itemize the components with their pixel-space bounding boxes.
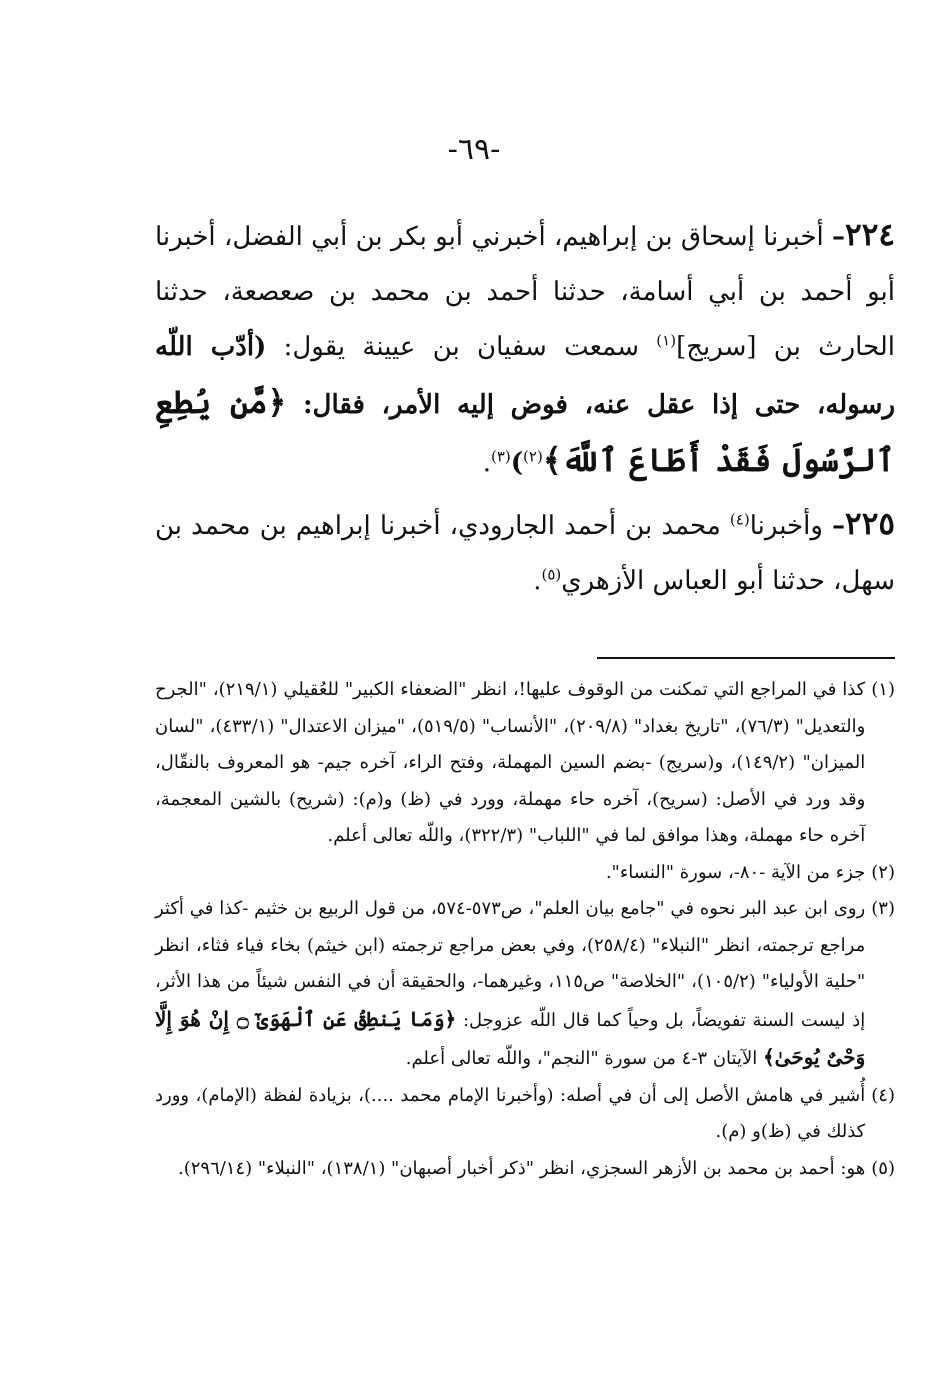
footnote-label: (١) — [871, 679, 895, 700]
footnote-ref: (١) — [656, 331, 677, 350]
footnote-text: هو: أحمد بن محمد بن الأزهر السجزي، انظر "ذكر أخبار أصبهان" (١٣٨/١)، "النبلاء" (٢٩٦/١٤). — [177, 1157, 866, 1179]
footnote-5 — [155, 1151, 895, 1188]
footnote-label: (٤) — [871, 1084, 895, 1106]
period: . — [533, 566, 542, 596]
footnote-4 — [155, 1078, 895, 1151]
footnote-label: (٢) — [871, 861, 895, 883]
footnote-text: روى ابن عبد البر نحوه في "جامع بيان العلم"، ص٥٧٣-٥٧٤، من قول الربيع بن خثيم -كذا في أكثر مراجع ترجمته، انظر "النبلاء" (٢٥٨/٤)، وفي بعض مراجع ترجمته (ابن خيثم) بخاء فياء فثاء، انظر "حلية الأولياء" (١٠٥/٢)، "الخلاصة" ص١١٥، وغيرهما-، والحقيقة أن في النفس شيئاً من هذا الأثر، إذ ليست السنة تفويضاً، بل وحياً كما قال اللّه عزوجل: — [155, 898, 866, 1031]
hadith-entry — [155, 497, 895, 609]
footnotes — [155, 672, 895, 1187]
footnote-ref: (٥) — [541, 565, 562, 584]
footnote-separator — [597, 657, 895, 659]
footnote-3 — [155, 891, 895, 1078]
hadith-dash: – — [832, 222, 846, 252]
footnote-ref: (٢) — [523, 447, 543, 466]
footnote-ref: (٤) — [729, 510, 750, 529]
hadith-dash: – — [832, 511, 846, 541]
hadith-number: ٢٢٥ — [845, 506, 895, 542]
matn-close: ) — [510, 448, 524, 478]
footnote-label: (٣) — [871, 898, 895, 919]
footnote-label: (٥) — [871, 1157, 895, 1179]
footnote-text: الآيتان ٣-٤ من سورة "النجم"، واللّه تعالى أعلم. — [405, 1048, 763, 1069]
main-text — [155, 208, 895, 615]
hadith-entry — [155, 208, 895, 491]
hadith-number: ٢٢٤ — [845, 217, 895, 253]
footnote-body — [155, 891, 865, 1078]
isnad-text: سمعت سفيان بن عيينة يقول: — [266, 332, 657, 362]
quran-verse: ﴿وَمَا يَنطِقُ عَنِ ٱلْهَوَىٰٓ ۝ إِنْ هُوَ إِلَّا وَحْىٌ يُوحَىٰ﴾ — [155, 1006, 866, 1069]
footnote-1 — [155, 672, 895, 855]
footnote-text: كذا في المراجع التي تمكنت من الوقوف عليها!، انظر "الضعفاء الكبير" للعُقيلي (٢١٩/١)، "الجرح والتعديل" (٧٦/٣)، "تاريخ بغداد" (٢٠٩/٨)، "الأنساب" (٥١٩/٥)، "ميزان الاعتدال" (٤٣٣/١)، "لسان الميزان" (١٤٩/٢)، و(سريج) -بضم السين المهملة، وفتح الراء، آخره جيم- هو المعروف بالنقّال، وقد ورد في الأصل: (سريح)، آخره حاء مهملة، وورد في (ظ) و(م): (شريح) بالشين المعجمة، آخره حاء مهملة، وهذا موافق لما في "اللباب" (٣٢٢/٣)، واللّه تعالى أعلم. — [155, 679, 866, 846]
page-number: -٦٩- — [447, 132, 501, 167]
period: . — [482, 448, 491, 478]
isnad-text: محمد بن أحمد الجارودي، أخبرنا إبراهيم بن محمد بن سهل، حدثنا أبو العباس الأزهري — [155, 511, 895, 596]
footnote-text: جزء من الآية -٨٠-، سورة "النساء". — [605, 861, 866, 883]
footnote-text: أُشير في هامش الأصل إلى أن في أصله: (وأخبرنا الإمام محمد ....)، بزيادة لفظة (الإمام)، وورد كذلك في (ظ)و (م). — [155, 1084, 866, 1142]
isnad-text: أخبرنا إسحاق بن إبراهيم، أخبرني أبو بكر بن أبي الفضل، أخبرنا أبو أحمد بن أبي أسامة، حدثنا أحمد بن محمد بن صعصعة، حدثنا الحارث بن [سريج] — [155, 222, 895, 362]
matn-text: (أدّب اللّه رسوله، حتى إذا عقل عنه، فوض إليه الأمر، فقال: — [155, 332, 896, 420]
quran-verse: ﴿مَّن يُطِعِ ٱلرَّسُولَ فَقَدْ أَطَاعَ ٱللَّهَ﴾ — [155, 383, 895, 479]
footnote-2 — [155, 855, 895, 892]
footnote-ref: (٣) — [490, 447, 511, 466]
isnad-text: وأخبرنا — [749, 511, 833, 541]
